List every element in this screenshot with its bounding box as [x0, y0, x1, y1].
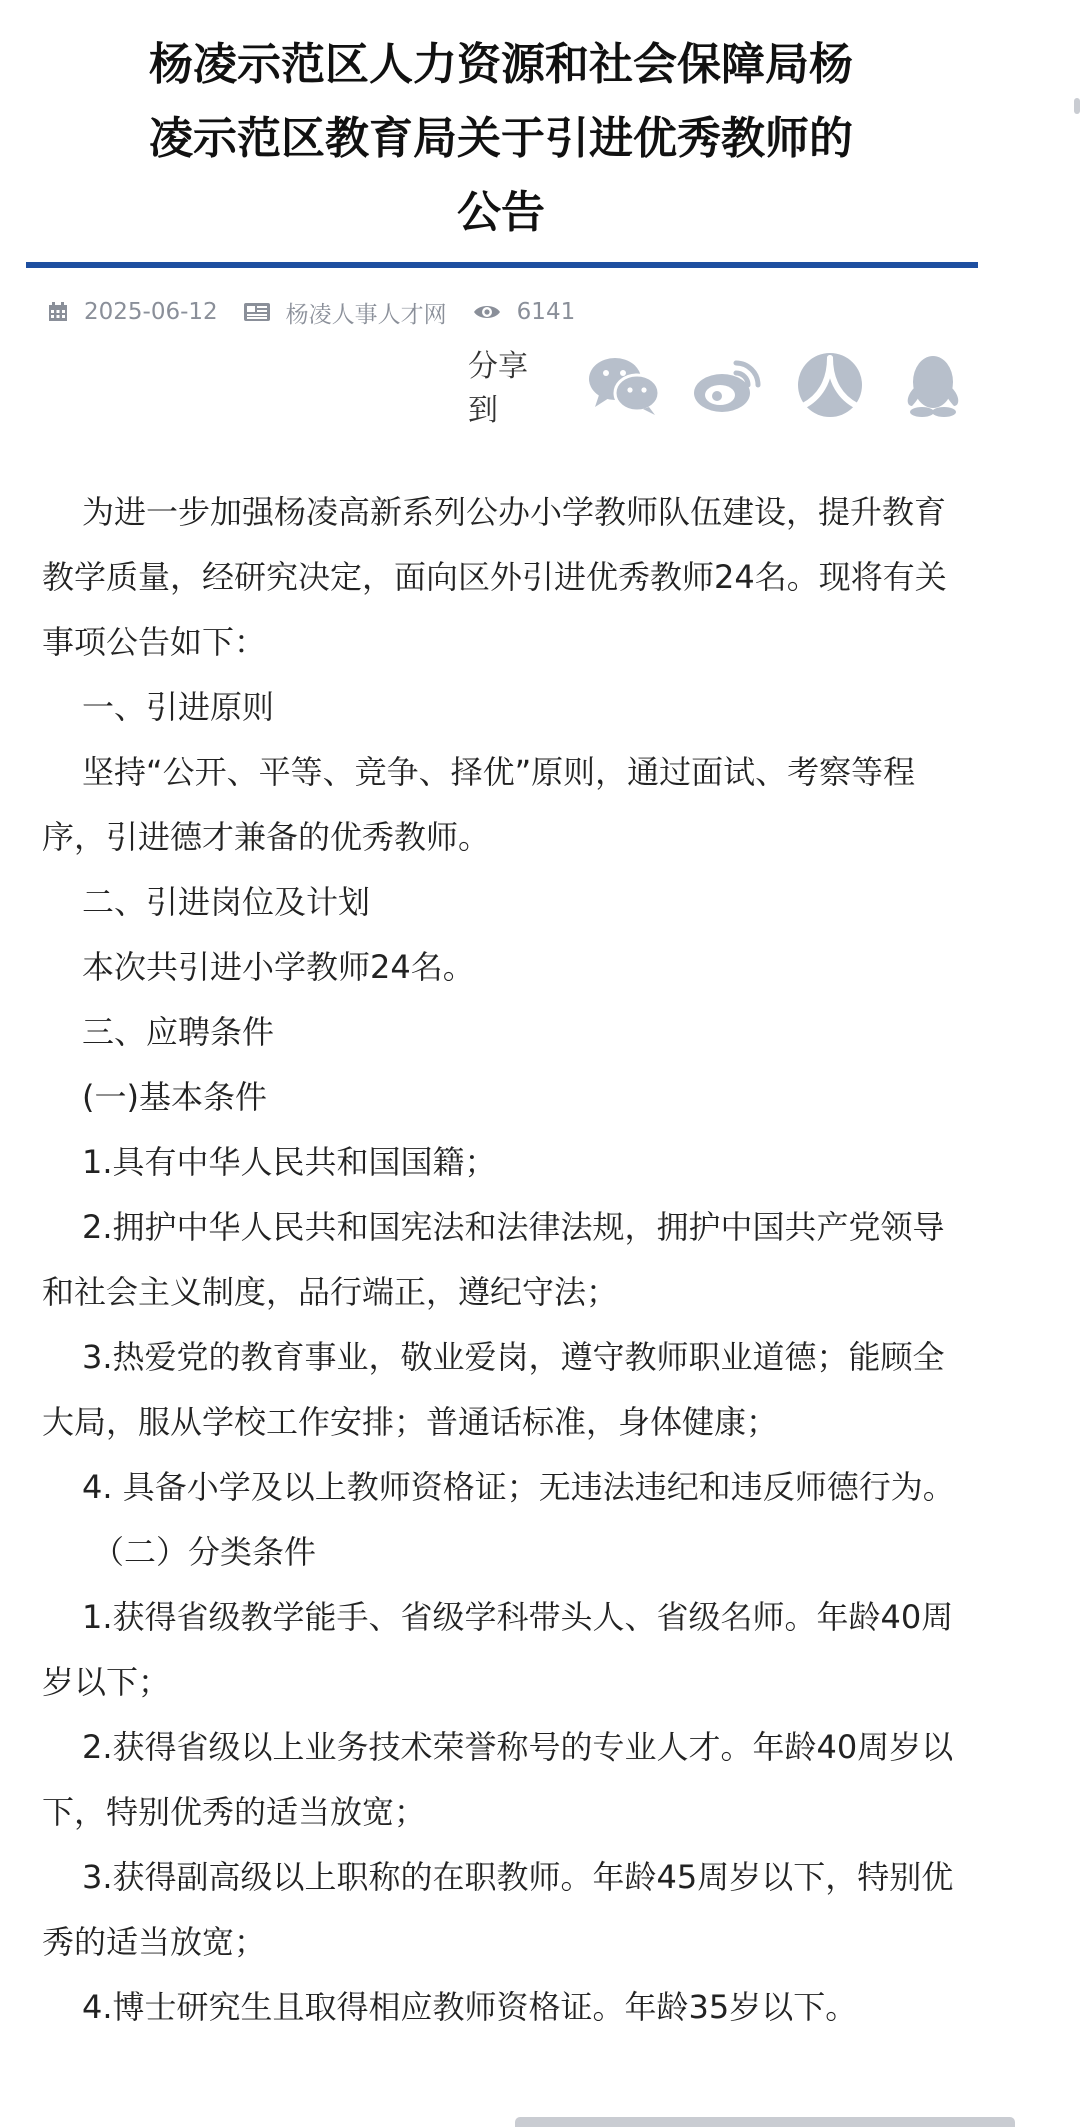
- view-count: 6141: [516, 299, 576, 325]
- newspaper-icon: [244, 303, 270, 321]
- renren-icon: [797, 352, 863, 418]
- list-item: 4. 具备小学及以上教师资格证；无违法违纪和违反师德行为。: [82, 1468, 955, 1506]
- scrollbar-thumb[interactable]: [1074, 98, 1080, 114]
- list-item: 4.博士研究生且取得相应教师资格证。年龄35岁以下。: [82, 1988, 858, 2026]
- section-heading: 一、引进原则: [82, 688, 275, 726]
- subsection-heading: （二）分类条件: [92, 1533, 317, 1571]
- share-renren-button[interactable]: [794, 348, 867, 422]
- article-meta: [48, 292, 601, 332]
- wechat-icon: [587, 355, 661, 415]
- section-heading: 二、引进岗位及计划: [82, 883, 371, 921]
- eye-icon: [473, 303, 501, 321]
- meta-views: [473, 299, 576, 325]
- body-paragraph: 坚持“公开、平等、竞争、择优”原则，通过面试、考察等程序，引进德才兼备的优秀教师。: [42, 753, 916, 856]
- title-line-2: 凌示范区教育局关于引进优秀教师的: [149, 113, 853, 164]
- article-body: [42, 480, 972, 2040]
- list-item: 1.获得省级教学能手、省级学科带头人、省级名师。年龄40周岁以下；: [42, 1598, 954, 1701]
- subsection-heading: (一)基本条件: [82, 1078, 267, 1116]
- home-indicator: [515, 2117, 1015, 2127]
- meta-source: [244, 296, 447, 329]
- body-paragraph: 本次共引进小学教师24名。: [82, 948, 475, 986]
- share-bar: [468, 345, 1000, 428]
- title-divider: [26, 262, 978, 268]
- share-label: 分享到: [468, 349, 528, 428]
- list-item: 3.获得副高级以上职称的在职教师。年龄45周岁以下，特别优秀的适当放宽；: [42, 1858, 954, 1961]
- meta-date: [48, 299, 218, 325]
- list-item: 3.热爱党的教育事业，敬业爱岗，遵守教师职业道德；能顾全大局，服从学校工作安排；普通话标准，身体健康；: [42, 1338, 945, 1441]
- title-line-1: 杨凌示范区人力资源和社会保障局杨: [149, 39, 853, 90]
- source-link[interactable]: 杨凌人事人才网: [285, 301, 447, 328]
- share-wechat-button[interactable]: [587, 348, 661, 422]
- weibo-icon: [692, 355, 762, 415]
- list-item: 2.拥护中华人民共和国宪法和法律法规，拥护中国共产党领导和社会主义制度，品行端正，遵纪守法；: [42, 1208, 945, 1311]
- intro-paragraph: 为进一步加强杨凌高新系列公办小学教师队伍建设，提升教育教学质量，经研究决定，面向区外引进优秀教师24名。现将有关事项公告如下：: [42, 493, 947, 661]
- publish-date: 2025-06-12: [84, 299, 218, 325]
- qq-icon: [904, 352, 962, 418]
- title-line-3: 公告: [457, 187, 545, 238]
- list-item: 2.获得省级以上业务技术荣誉称号的专业人才。年龄40周岁以下，特别优秀的适当放宽；: [42, 1728, 954, 1831]
- share-weibo-button[interactable]: [691, 348, 764, 422]
- calendar-icon: [48, 302, 68, 322]
- share-qq-button[interactable]: [897, 348, 970, 422]
- page-title: [26, 28, 976, 250]
- section-heading: 三、应聘条件: [82, 1013, 275, 1051]
- list-item: 1.具有中华人民共和国国籍；: [82, 1143, 497, 1181]
